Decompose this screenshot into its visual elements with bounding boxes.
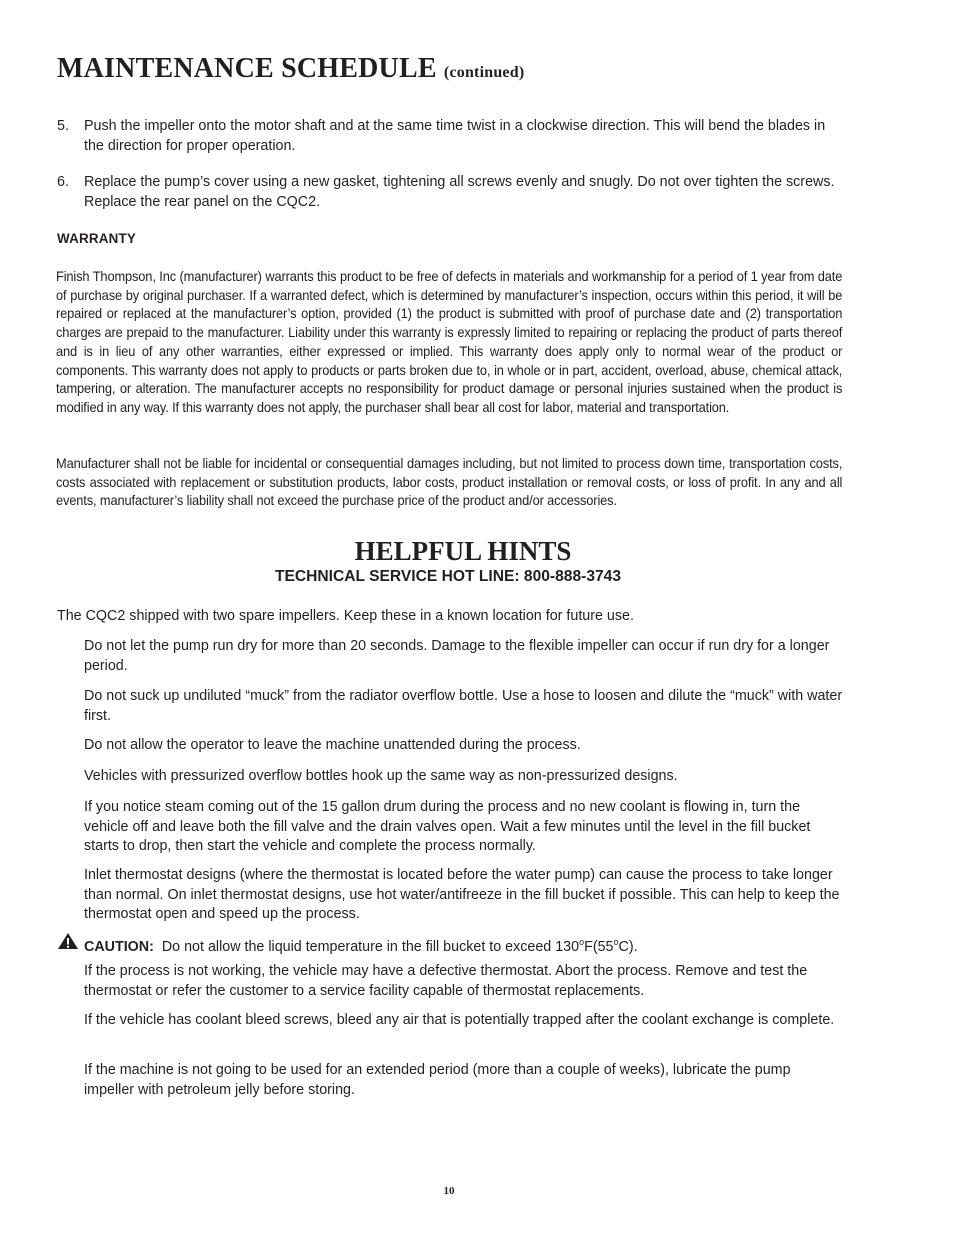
step-6 <box>57 173 847 212</box>
hint-item: If the vehicle has coolant bleed screws, bleed any air that is potentially trapped after the coolant exchange is complete. <box>84 1012 835 1028</box>
page-title-text: MAINTENANCE SCHEDULE <box>57 53 437 84</box>
step-5 <box>57 117 847 156</box>
hint-item: Vehicles with pressurized overflow bottles hook up the same way as non-pressurized designs. <box>84 768 678 784</box>
hint-item: Do not suck up undiluted “muck” from the radiator overflow bottle. Use a hose to loosen and dilute the “muck” with water first. <box>84 688 843 724</box>
degree-sign: o <box>613 937 619 947</box>
step-text: Push the impeller onto the motor shaft and at the same time twist in a clockwise direction. This will bend the blades in the direction for proper operation. <box>84 118 826 154</box>
hints-intro: The CQC2 shipped with two spare impellers. Keep these in a known location for future use. <box>57 608 634 624</box>
degree-sign: o <box>579 937 585 947</box>
warranty-paragraph: Finish Thompson, Inc (manufacturer) warrants this product to be free of defects in materials and workmanship for a period of 1 year from date of purchase by original purchaser. If a warranted defect, which is determined by manufacturer’s inspection, occurs within this period, it will be repaired or replaced at the manufacturer’s option, provided (1) the product is submitted with proof of purchase date and (2) transportation charges are prepaid to the manufacturer. Liability under this warranty is expressly limited to repairing or replacing the product of parts thereof and is in lieu of any other warranties, either expressed or implied. This warranty does apply only to normal wear of the product or components. This warranty does not apply to products or parts broken due to, in whole or in part, accident, overload, abuse, chemical attack, tampering, or alteration. The manufacturer accepts no responsibility for product damage or personal injuries sustained when the product is modified in any way. If this warranty does not apply, the purchaser shall bear all cost for labor, material and transportation. <box>56 268 843 415</box>
page-title-continued: (continued) <box>443 64 525 81</box>
hint-item: If the machine is not going to be used for an extended period (more than a couple of weeks), lubricate the pump impeller with petroleum jelly before storing. <box>84 1062 791 1098</box>
hint-item: If you notice steam coming out of the 15 gallon drum during the process and no new coolant is flowing in, turn the vehicle off and leave both the fill valve and the drain valves open. Wait a few minutes until the level in the fill bucket starts to drop, then start the vehicle and complete the process normally. <box>84 799 811 855</box>
caution-label: CAUTION: <box>84 938 154 955</box>
warranty-heading: WARRANTY <box>57 231 136 246</box>
step-number: 6. <box>57 174 69 190</box>
caution-note <box>84 933 638 957</box>
caution-text: Do not allow the liquid temperature in the fill bucket to exceed 130 <box>161 938 580 955</box>
warning-icon <box>57 932 79 950</box>
hints-title: HELPFUL HINTS <box>354 536 572 566</box>
liability-paragraph: Manufacturer shall not be liable for incidental or consequential damages including, but not limited to process down time, transportation costs, costs associated with replacement or substitution products, labor costs, product installation or removal costs, or loss of profit. In any and all events, manufacturer’s liability shall not exceed the purchase price of the product and/or accessories. <box>56 455 843 509</box>
hotline: TECHNICAL SERVICE HOT LINE: 800-888-3743 <box>274 568 622 585</box>
step-text: Replace the pump’s cover using a new gasket, tightening all screws evenly and snugly. Do not over tighten the screws. Replace the rear panel on the CQC2. <box>84 174 835 210</box>
page-number: 10 <box>443 1185 455 1197</box>
page-title <box>57 52 524 90</box>
caution-text-mid: F(55 <box>584 938 614 955</box>
step-number: 5. <box>57 118 69 134</box>
caution-text-end: C). <box>618 938 638 955</box>
hint-item: Do not let the pump run dry for more than 20 seconds. Damage to the flexible impeller can occur if run dry for a longer period. <box>84 638 830 674</box>
hint-item: Inlet thermostat designs (where the thermostat is located before the water pump) can cause the process to take longer than normal. On inlet thermostat designs, use hot water/antifreeze in the fill bucket if possible. This can help to keep the thermostat open and speed up the process. <box>84 867 840 923</box>
hint-item: If the process is not working, the vehicle may have a defective thermostat. Abort the process. Remove and test the thermostat or refer the customer to a service facility capable of thermostat replacements. <box>84 963 808 999</box>
hint-item: Do not allow the operator to leave the machine unattended during the process. <box>84 737 581 753</box>
